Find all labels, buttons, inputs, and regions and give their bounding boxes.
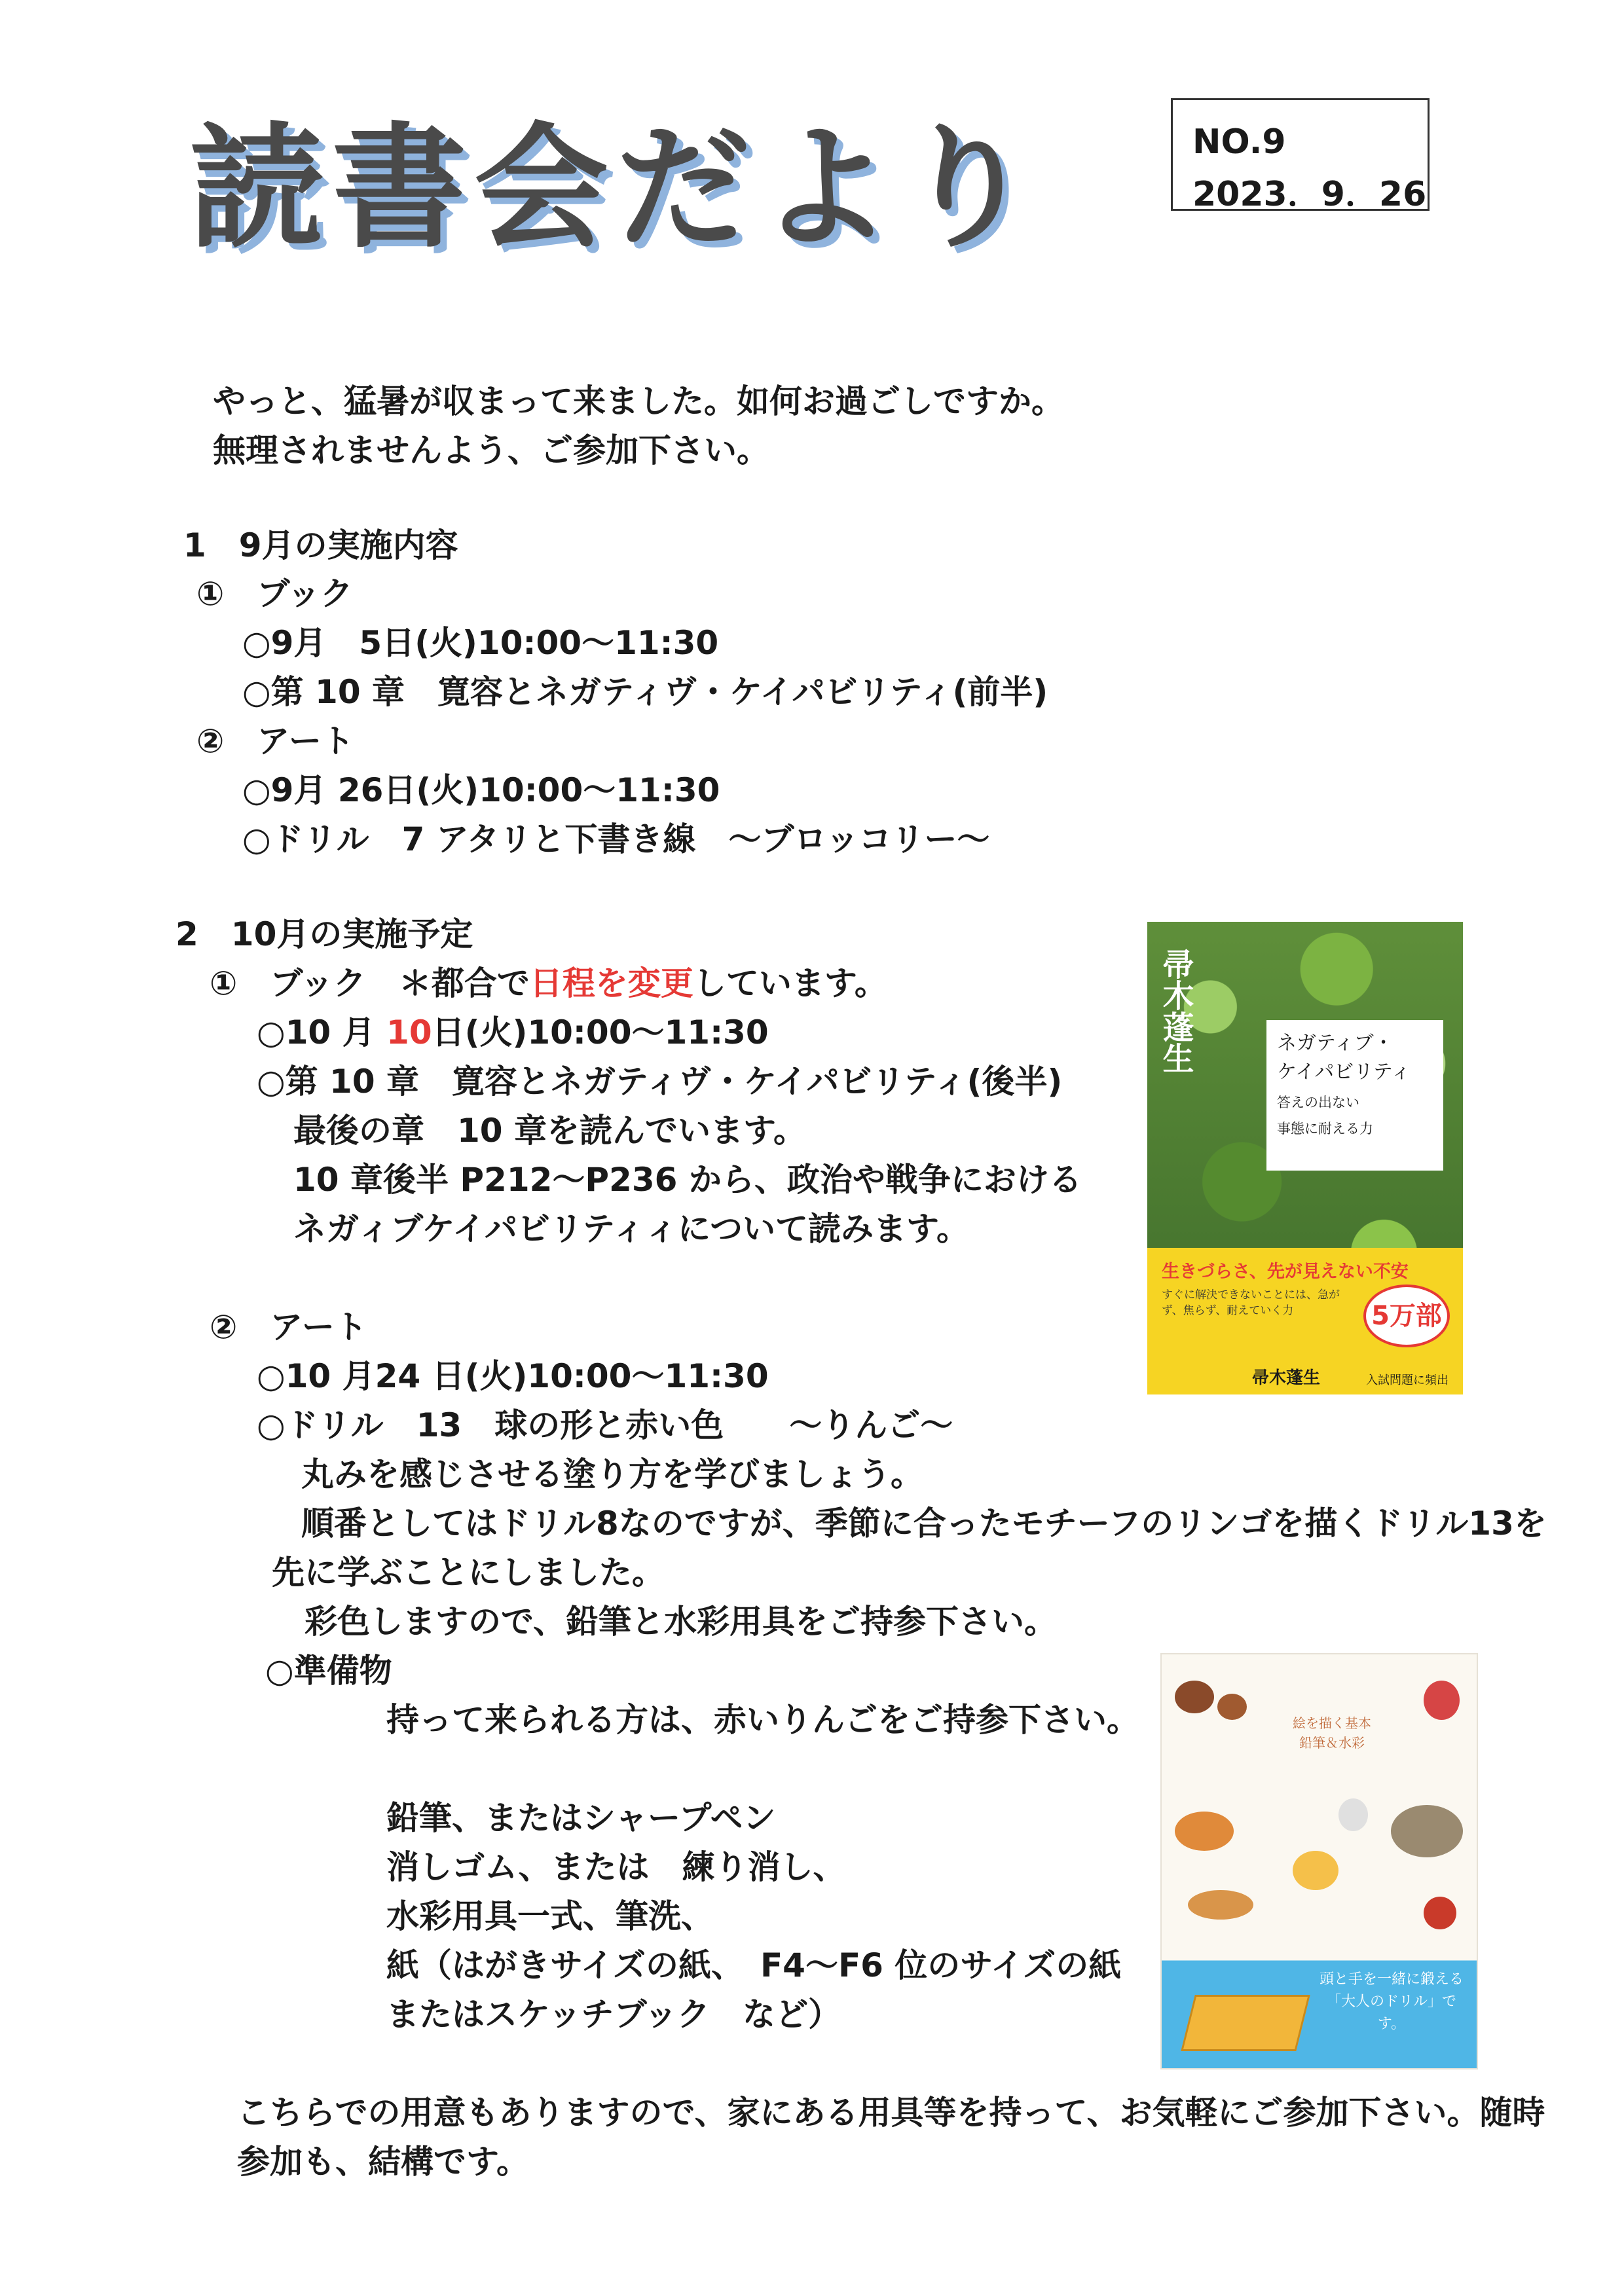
fruit-illustration <box>1217 1694 1247 1720</box>
book1-exam-note: 入試問題に頻出 <box>1366 1374 1449 1387</box>
issue-number: NO.9 <box>1192 122 1286 162</box>
greeting-line-1: やっと、猛暑が収まって来ました。如何お過ごしですか。 <box>213 382 1064 420</box>
book1-author-vertical: 帚木蓬生 <box>1157 948 1194 1074</box>
section2-heading: 2 10月の実施予定 <box>175 915 473 953</box>
fruit-illustration <box>1175 1681 1214 1713</box>
book-cover-negative-capability <box>1147 922 1463 1394</box>
section2-book-note-1: 最後の章 10 章を読んでいます。 <box>293 1112 806 1150</box>
apple-illustration <box>1424 1897 1456 1929</box>
section2-art-date: ○10 月24 日(火)10:00～11:30 <box>257 1357 769 1395</box>
book2-title-line-2: 鉛筆＆水彩 <box>1299 1735 1365 1751</box>
book1-subtitle-line-1: 答えの出ない <box>1277 1095 1359 1110</box>
flower-illustration <box>1293 1851 1338 1890</box>
book1-author-line: 帚木蓬生 <box>1252 1368 1321 1388</box>
book1-title-line-1: ネガティブ・ <box>1277 1032 1393 1055</box>
book1-tagline: 生きづらさ、先が見えない不安 <box>1162 1262 1409 1282</box>
book2-title <box>1286 1713 1378 1753</box>
section1-art-date: ○9月 26日(火)10:00～11:30 <box>242 771 720 809</box>
section1-heading: 1 9月の実施内容 <box>183 526 458 564</box>
prep-item: 紙（はがきサイズの紙、 F4～F6 位のサイズの紙 <box>386 1946 1122 1984</box>
section2-book-note-2: 10 章後半 P212～P236 から、政治や戦争における <box>293 1161 1082 1199</box>
section2-art-note-4: 彩色しますので、鉛筆と水彩用具をご持参下さい。 <box>304 1603 1057 1641</box>
book2-bottom-text <box>1316 1969 1467 2035</box>
book-date-day-highlight: 10 <box>386 1013 432 1051</box>
section2-book-label-tail: しています。 <box>693 964 887 1002</box>
section1-art-label: ② アート <box>196 722 354 760</box>
bread-illustration <box>1188 1890 1253 1920</box>
prep-item: 鉛筆、またはシャープペン <box>386 1799 776 1837</box>
book-date-month: ○10 月 <box>257 1013 387 1051</box>
section2-art-note-2: 順番としてはドリル8なのですが、季節に合ったモチーフのリンゴを描くドリル13を <box>301 1504 1547 1542</box>
section2-book-label <box>210 964 887 1002</box>
book1-yellow-band <box>1147 1248 1463 1394</box>
closing-line-1: こちらでの用意もありますので、家にある用具等を持って、お気軽にご参加下さい。随時 <box>237 2094 1545 2132</box>
book-date-rest: 日(火)10:00～11:30 <box>432 1013 769 1051</box>
section1-book-label: ① ブック <box>196 575 353 613</box>
section2-book-topic: ○第 10 章 寛容とネガティヴ・ケイパビリティ(後半) <box>257 1063 1063 1101</box>
section2-book-date <box>257 1013 769 1051</box>
garlic-illustration <box>1338 1798 1368 1831</box>
book1-title-line-2: ケイパビリティ <box>1277 1061 1411 1084</box>
book2-bottom-line-1: 頭と手を一緒に鍛える <box>1319 1971 1464 1988</box>
cat-illustration <box>1391 1805 1463 1857</box>
section2-art-topic: ○ドリル 13 球の形と赤い色 ～りんご～ <box>257 1406 953 1444</box>
book-cover-drawing-basics <box>1160 1653 1478 2069</box>
drill-book-illustration <box>1181 1995 1310 2051</box>
book2-bottom-line-2: 「大人のドリル」です。 <box>1326 1994 1456 2032</box>
closing-line-2: 参加も、結構です。 <box>237 2143 529 2181</box>
section2-book-label-text: ① ブック ＊都合で <box>210 964 530 1002</box>
section2-art-label: ② アート <box>210 1308 367 1346</box>
book1-sales-badge: 5万部 <box>1363 1285 1450 1347</box>
section1-book-topic: ○第 10 章 寛容とネガティヴ・ケイパビリティ(前半) <box>242 673 1048 711</box>
issue-date: 2023．9．26 <box>1192 175 1427 214</box>
vegetable-illustration <box>1175 1812 1234 1851</box>
book2-title-line-1: 絵を描く基本 <box>1293 1715 1371 1731</box>
section1-book-date: ○9月 5日(火)10:00～11:30 <box>242 624 719 662</box>
section2-book-note-3: ネガィブケイパビリティィについて読みます。 <box>293 1210 969 1248</box>
strawberry-illustration <box>1424 1681 1460 1720</box>
prep-label: ○準備物 <box>265 1652 392 1690</box>
prep-item: 水彩用具一式、筆洗、 <box>386 1897 714 1935</box>
section2-art-note-1: 丸みを感じさせる塗り方を学びましょう。 <box>301 1455 923 1493</box>
section1-art-topic: ○ドリル 7 アタリと下書き線 ～ブロッコリー～ <box>242 820 990 858</box>
prep-note: 持って来られる方は、赤いりんごをご持参下さい。 <box>386 1701 1139 1739</box>
book1-title-panel <box>1266 1020 1443 1171</box>
issue-box <box>1171 98 1430 214</box>
schedule-change-highlight: 日程を変更 <box>529 964 693 1002</box>
section2-art-note-3: 先に学ぶことにしました。 <box>272 1554 665 1592</box>
prep-item: 消しゴム、または 練り消し、 <box>386 1848 846 1886</box>
greeting-line-2: 無理されませんよう、ご参加下さい。 <box>213 431 769 469</box>
book1-subtitle-line-2: 事態に耐える力 <box>1277 1121 1373 1137</box>
book1-copy: すぐに解決できないことには、急がず、焦らず、耐えていく力 <box>1162 1288 1340 1317</box>
prep-item: またはスケッチブック など） <box>386 1995 841 2033</box>
newsletter-title: 読書会だより <box>190 109 1043 266</box>
